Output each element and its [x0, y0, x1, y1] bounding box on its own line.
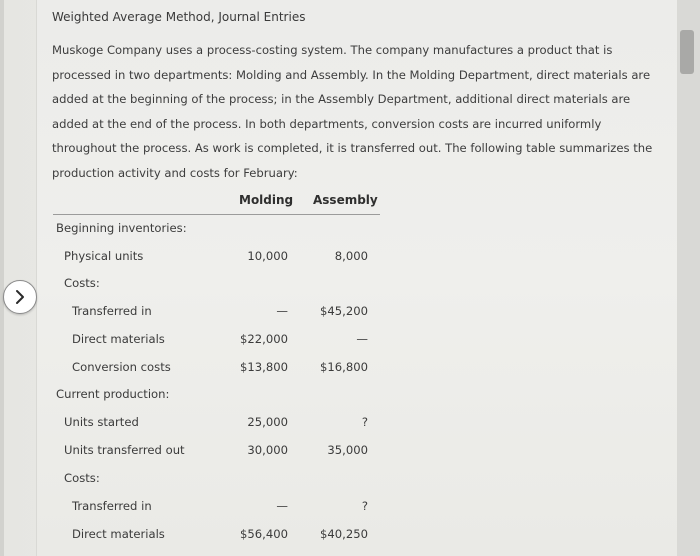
cell-molding-physical-units: 10,000	[247, 249, 288, 263]
cell-molding-units-transferred-out: 30,000	[247, 443, 288, 457]
paragraph-line: Muskoge Company uses a process-costing system. The company manufactures a product that is	[52, 43, 613, 57]
row-label-beginning-transferred-in: Transferred in	[72, 304, 152, 318]
cell-assembly-units-transferred-out: 35,000	[327, 443, 368, 457]
section-label-current-costs: Costs:	[64, 471, 100, 485]
chevron-right-icon	[12, 289, 28, 305]
problem-description	[52, 38, 672, 186]
expand-button[interactable]	[3, 280, 37, 314]
paragraph-line: added at the beginning of the process; in the Assembly Department, additional direct materials are	[52, 92, 631, 107]
cell-assembly-beginning-direct-materials: —	[356, 332, 368, 346]
cell-molding-beginning-direct-materials: $22,000	[240, 332, 288, 346]
section-label-current-production: Current production:	[56, 387, 170, 401]
column-header-molding: Molding	[239, 193, 294, 207]
paragraph-line: production activity and costs for February:	[52, 165, 298, 180]
row-label-beginning-conversion-costs: Conversion costs	[72, 360, 171, 374]
paragraph-line: throughout the process. As work is completed, it is transferred out. The following table summarizes the	[52, 141, 653, 156]
scrollbar-thumb[interactable]	[680, 30, 694, 74]
cell-assembly-current-direct-materials: $40,250	[320, 527, 368, 541]
scrollbar-track[interactable]	[678, 0, 700, 556]
cell-molding-beginning-transferred-in: —	[276, 304, 288, 318]
cell-assembly-physical-units: 8,000	[334, 249, 368, 263]
row-label-physical-units: Physical units	[64, 249, 144, 263]
cell-molding-units-started: 25,000	[247, 415, 288, 429]
cell-molding-current-transferred-in: —	[276, 499, 288, 513]
cell-assembly-beginning-transferred-in: $45,200	[320, 304, 368, 318]
row-label-units-transferred-out: Units transferred out	[64, 443, 185, 457]
row-label-current-direct-materials: Direct materials	[72, 527, 165, 541]
header-divider	[53, 214, 380, 215]
cell-molding-beginning-conversion-costs: $13,800	[240, 360, 288, 374]
cell-assembly-current-transferred-in: ?	[361, 499, 368, 513]
row-label-beginning-direct-materials: Direct materials	[72, 332, 165, 346]
cell-assembly-beginning-conversion-costs: $16,800	[320, 360, 368, 374]
paragraph-line: processed in two departments: Molding and Assembly. In the Molding Department, direct materials are	[52, 67, 651, 82]
column-header-assembly: Assembly	[313, 193, 378, 207]
row-label-units-started: Units started	[64, 415, 139, 429]
cell-assembly-units-started: ?	[361, 415, 368, 429]
left-edge	[0, 0, 4, 556]
section-label-beginning-inventories: Beginning inventories:	[56, 221, 187, 235]
section-label-beginning-costs: Costs:	[64, 276, 100, 290]
page-title: Weighted Average Method, Journal Entries	[52, 10, 306, 24]
row-label-current-transferred-in: Transferred in	[72, 499, 152, 513]
paragraph-line: added at the end of the process. In both departments, conversion costs are incurred uniformly	[52, 116, 602, 131]
cell-molding-current-direct-materials: $56,400	[240, 527, 288, 541]
